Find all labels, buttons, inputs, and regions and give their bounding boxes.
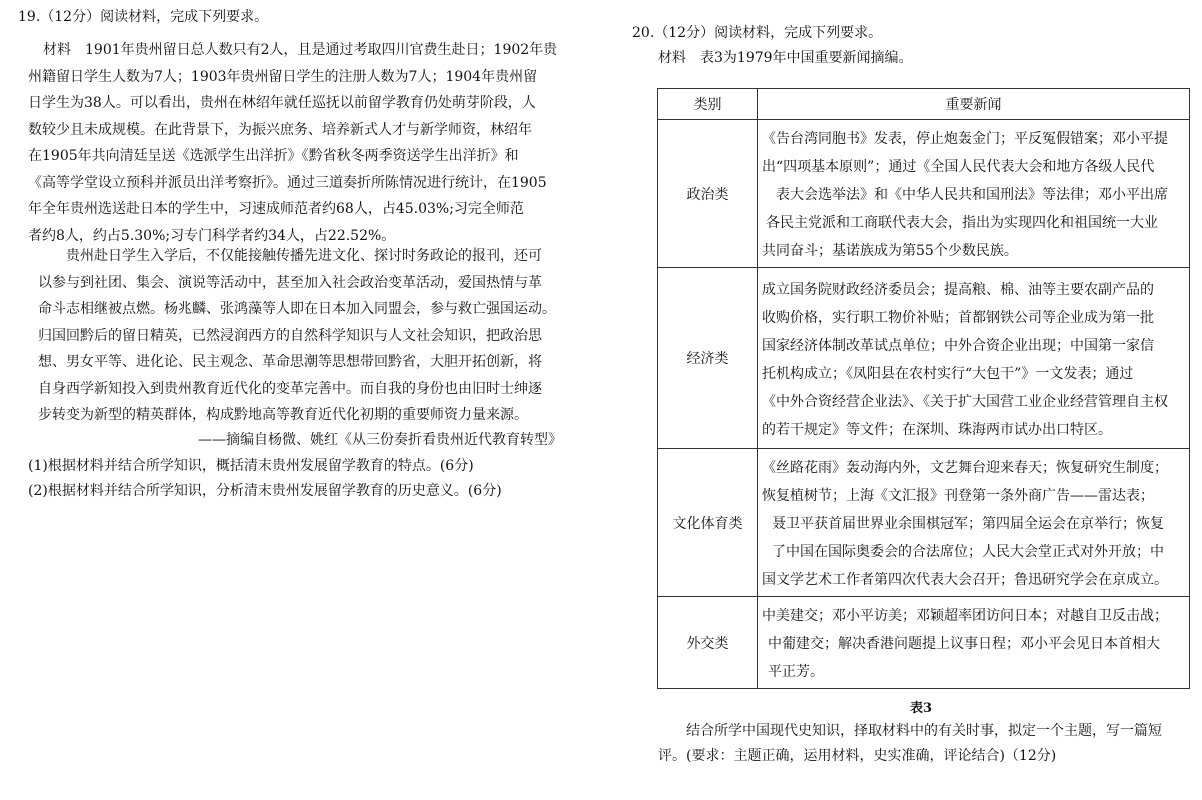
table-caption: 表3	[910, 701, 933, 716]
news-line: 国文学艺术工作者第四次代表大会召开；鲁迅研究学会在京成立。	[762, 572, 1168, 588]
news-line: 恢复植树节；上海《文汇报》刊登第一条外商广告——雷达表；	[762, 488, 1154, 504]
news-line: 《中外合资经营企业法》、《关于扩大国营工业企业经营管理自主权	[762, 393, 1168, 410]
category-cell	[658, 597, 758, 689]
category-label: 外交类	[686, 635, 729, 652]
news-line: 表大会选举法》和《中华人民共和国刑法》等法律；邓小平出席	[776, 187, 1168, 203]
header-category: 类别	[658, 89, 758, 120]
text-line: 在1905年共向清廷呈送《选派学生出洋折》《黔省秋冬两季资送学生出洋折》和	[28, 148, 519, 164]
category-cell	[658, 120, 758, 268]
news-line: 收购价格，实行职工物价补贴；首都钢铁公司等企业成为第一批	[762, 309, 1154, 326]
q19-source: ——摘编自杨微、姚红《从三份奏折看贵州近代教育转型》	[198, 432, 562, 448]
text-line: 步转变为新型的精英群体，构成黔地高等教育近代化初期的重要师资力量来源。	[38, 407, 528, 423]
category-label: 政治类	[686, 186, 729, 203]
text-line: 自身西学新知投入到贵州教育近代化的变革完善中。而自我的身份也由旧时士绅逐	[38, 380, 542, 397]
news-line: 了中国在国际奥委会的合法席位；人民大会堂正式对外开放；中	[772, 544, 1164, 560]
news-line: 中美建交；邓小平访美；邓颖超率团访问日本；对越自卫反击战；	[762, 608, 1168, 624]
text-line: 归国回黔后的留日精英，已然浸润西方的自然科学知识与人文社会知识，把政治思	[38, 327, 542, 344]
text-line: 材料 1901年贵州留日总人数只有2人，且是通过考取四川官费生赴日；1902年贵	[43, 42, 558, 58]
news-line: 中葡建交；解决香港问题提上议事日程；邓小平会见日本首相大	[768, 636, 1160, 652]
text-line: 命斗志相继被点燃。杨兆麟、张鸿藻等人即在日本加入同盟会，参与救亡强国运动。	[38, 301, 556, 317]
text-line: 州籍留日学生人数为7人；1903年贵州留日学生的注册人数为7人；1904年贵州留	[28, 68, 538, 85]
q19-title: 19.（12分）阅读材料，完成下列要求。	[18, 9, 269, 25]
category-label: 经济类	[686, 351, 729, 367]
category-cell	[658, 268, 758, 449]
news-line: 聂卫平获首届世界业余围棋冠军；第四届全运会在京举行；恢复	[772, 516, 1164, 532]
q20-intro: 材料 表3为1979年中国重要新闻摘编。	[658, 50, 913, 66]
news-cell	[758, 120, 1190, 268]
news-line: 托机构成立；《凤阳县在农村实行“大包干”》一文发表；通过	[762, 365, 1134, 382]
news-line: 出“四项基本原则”；通过《全国人民代表大会和地方各级人民代	[762, 159, 1155, 175]
text-line: 以参与到社团、集会、演说等活动中，甚至加入社会政治变革活动，爱国热情与革	[38, 274, 542, 291]
q19-material-paragraph-2	[38, 243, 590, 429]
news-line: 的若干规定》等文件；在深圳、珠海两市试办出口特区。	[762, 421, 1112, 438]
text-line: 者约8人，约占5.30%;习专门科学者约34人，占22.52%。	[28, 227, 396, 244]
text-line: 评。(要求：主题正确，运用材料，史实准确，评论结合)（12分)	[658, 748, 1057, 764]
table-row-economy	[658, 268, 1190, 449]
q19-material-paragraph-1	[28, 37, 588, 249]
text-line: 贵州赴日学生入学后，不仅能接触传播先进文化、探讨时务政论的报刊，还可	[66, 248, 542, 264]
table-row-politics	[658, 120, 1190, 268]
news-cell	[758, 268, 1190, 449]
q20-title: 20.（12分）阅读材料，完成下列要求。	[632, 25, 883, 41]
text-line: 年全年贵州选送赴日本的学生中，习速成师范者约68人，占45.03%;习完全师范	[28, 201, 524, 217]
category-label: 文化体育类	[672, 515, 743, 532]
news-line: 《丝路花雨》轰动海内外，文艺舞台迎来春天；恢复研究生制度；	[762, 460, 1168, 476]
news-line: 成立国务院财政经济委员会；提高粮、棉、油等主要农副产品的	[762, 281, 1154, 298]
news-line: 《告台湾同胞书》发表，停止炮轰金门；平反冤假错案；邓小平提	[762, 131, 1168, 147]
table-row-diplomacy	[658, 597, 1190, 689]
news-line: 共同奋斗；基诺族成为第55个少数民族。	[762, 243, 1018, 259]
category-cell	[658, 449, 758, 597]
text-line: 日学生为38人。可以看出，贵州在林绍年就任巡抚以前留学教育仍处萌芽阶段，人	[28, 95, 536, 111]
table-header-row	[658, 89, 1190, 120]
news-cell	[758, 449, 1190, 597]
text-line: 数较少且未成规模。在此背景下，为振兴庶务、培养新式人才与新学师资，林绍年	[28, 121, 532, 138]
news-table	[657, 88, 1190, 689]
table-row-culture-sports	[658, 449, 1190, 597]
header-news: 重要新闻	[758, 89, 1190, 120]
news-line: 平正芳。	[768, 664, 824, 680]
news-cell	[758, 597, 1190, 689]
q19-question-1: (1)根据材料并结合所学知识，概括清末贵州发展留学教育的特点。(6分)	[28, 458, 474, 474]
q20-task	[658, 719, 1188, 769]
q19-question-2: (2)根据材料并结合所学知识，分析清末贵州发展留学教育的历史意义。(6分)	[28, 483, 502, 499]
news-line: 国家经济体制改革试点单位；中外合资企业出现；中国第一家信	[762, 337, 1154, 354]
text-line: 结合所学中国现代史知识，择取材料中的有关时事，拟定一个主题，写一篇短	[686, 723, 1162, 739]
news-line: 各民主党派和工商联代表大会，指出为实现四化和祖国统一大业	[766, 215, 1158, 231]
text-line: 想、男女平等、进化论、民主观念、革命思潮等思想带回黔省，大胆开拓创新，将	[38, 354, 542, 370]
text-line: 《高等学堂设立预科并派员出洋考察折》。通过三道奏折所陈情况进行统计，在1905	[28, 174, 547, 191]
